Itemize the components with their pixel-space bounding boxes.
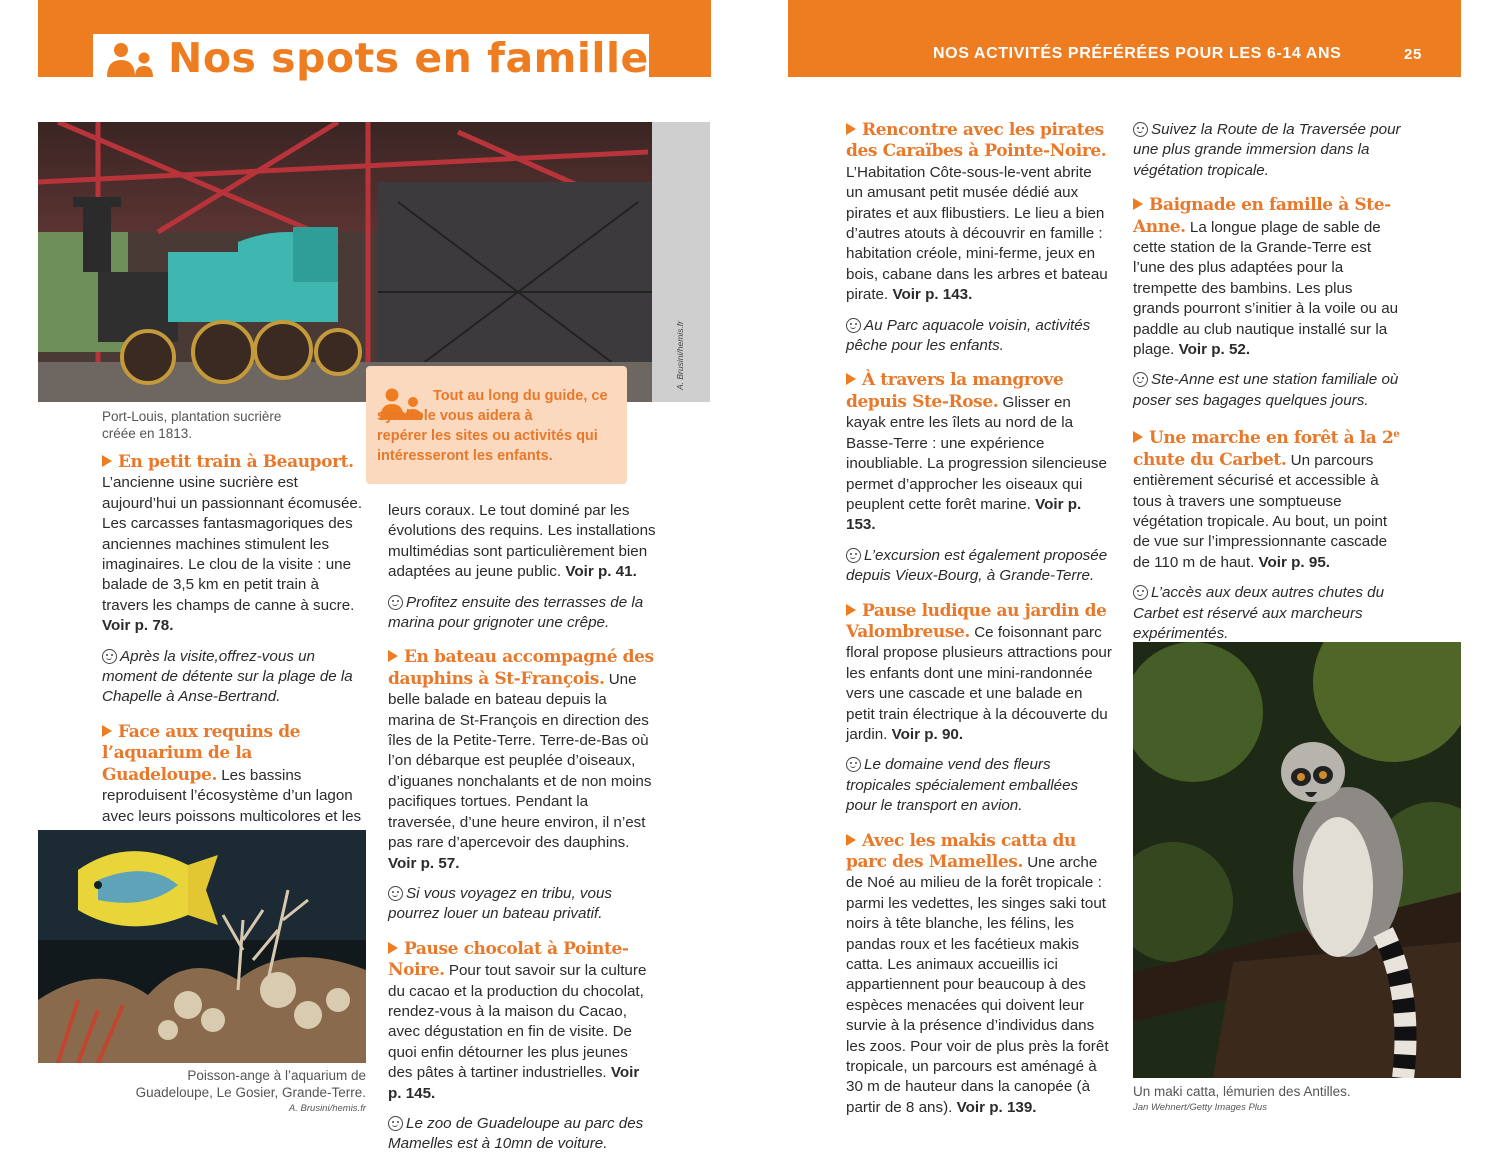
arrow-icon bbox=[846, 834, 856, 846]
entry-valombreuse: Pause ludique au jardin de Valombreuse. Ce foisonnant parc floral propose plusieurs attractions pour les enfants dont une mini-randonnée vers une cascade et une balade en petit train électrique à la découverte du jardin. Voir p. 90. bbox=[846, 600, 1112, 743]
symbol-callout bbox=[366, 366, 627, 484]
arrow-icon bbox=[102, 455, 112, 467]
child-face-icon bbox=[388, 886, 403, 901]
photo1-caption: Port-Louis, plantation sucrière créée en 1813. bbox=[102, 409, 282, 441]
arrow-icon bbox=[1133, 198, 1143, 210]
arrow-icon bbox=[1133, 431, 1143, 443]
family-icon bbox=[107, 42, 157, 78]
photo2-caption: Poisson-ange à l’aquarium de Guadeloupe, Le Gosier, Grande-Terre. bbox=[135, 1068, 366, 1100]
photo3-caption: Un maki catta, lémurien des Antilles. bbox=[1133, 1084, 1351, 1099]
photo1-credit: A. Brusini/hemis.fr bbox=[675, 321, 685, 390]
tip-aquarium: Profitez ensuite des terrasses de la marina pour grignoter une crêpe. bbox=[388, 593, 644, 632]
child-face-icon bbox=[846, 318, 861, 333]
arrow-icon bbox=[388, 650, 398, 662]
entry-mangrove: À travers la mangrove depuis Ste-Rose. Glisser en kayak entre les îlets au nord de la Basse-Terre : une expérience inoubliable. La progression silencieuse permet d’approcher les oiseaux qui peuplent cette forêt marine. Voir p. 153. bbox=[846, 370, 1107, 534]
entry-pirates: Rencontre avec les pirates des Caraïbes à Pointe-Noire. L’Habitation Côte-sous-le-vent abrite un amusant petit musée dédié aux pirates et aux flibustiers. Le lieu a bien d’autres atouts à découvrir en famille : habitation créole, mini-ferme, jeux en bois, cabane dans les arbres et bateau pirate. Voir p. 143. bbox=[846, 120, 1108, 304]
tip-valombreuse: Le domaine vend des fleurs tropicales spécialement emballées pour le transport en avion. bbox=[846, 756, 1079, 815]
arrow-icon bbox=[388, 942, 398, 954]
tip-chocolat: Le zoo de Guadeloupe au parc des Mamelles est à 10mn de voiture. bbox=[388, 1114, 644, 1153]
child-face-icon bbox=[388, 1116, 403, 1131]
tip-traversee: Suivez la Route de la Traversée pour une plus grande immersion dans la végétation tropicale. bbox=[1133, 121, 1401, 179]
page-number: 25 bbox=[1404, 46, 1422, 63]
tip-carbet: L’accès aux deux autres chutes du Carbet est réservé aux marcheurs expérimentés. bbox=[1133, 584, 1385, 642]
entry-mamelles: Avec les makis catta du parc des Mamelles. Une arche de Noé au milieu de la forêt tropicale : parmi les vedettes, les singes saki tout noirs à tête blanche, les félins, les pandas roux et les facétieux makis catta. Les animaux accueillis ici appartiennent pour beaucoup à des espèces menacées qui doivent leur survie à la présence d’individus dans les zoos. Pour voir de plus près la forêt tropicale, un parcours est aménagé à 30 m de hauteur dans la canopée (à partir de 8 ans). Voir p. 139. bbox=[846, 830, 1109, 1116]
column-2 bbox=[388, 501, 656, 1169]
tip-ste-anne: Ste-Anne est une station familiale où poser ses bagages quelques jours. bbox=[1133, 371, 1399, 409]
child-face-icon bbox=[1133, 122, 1148, 137]
photo3-credit: Jan Wehnert/Getty Images Plus bbox=[1133, 1102, 1267, 1113]
column-3 bbox=[846, 120, 1112, 1128]
entry-dauphins: En bateau accompagné des dauphins à St-François. Une belle balade en bateau depuis la marina de St-François en direction des îles de la Petite-Terre. Terre-de-Bas où l’on débarque est peuplée d’oiseaux, d’iguanes nonchalants et de non moins pacifiques tortues. Pendant la traversée, d’une heure environ, il n’est pas rare d’apercevoir des dauphins. Voir p. 57. bbox=[388, 647, 654, 872]
child-face-icon bbox=[846, 548, 861, 563]
arrow-icon bbox=[102, 725, 112, 737]
tip-mangrove: L’excursion est également proposée depuis Vieux-Bourg, à Grande-Terre. bbox=[846, 546, 1108, 585]
entry-carbet: Une marche en forêt à la 2e chute du Carbet. Un parcours entièrement sécurisé et accessible à tous à travers une somptueuse végétation tropicale. Au bout, un point de vue sur l’impressionnante cascade de 110 m de haut. Voir p. 95. bbox=[1133, 428, 1400, 571]
child-face-icon bbox=[1133, 372, 1148, 387]
arrow-icon bbox=[846, 373, 856, 385]
entry-aquarium-continued: leurs coraux. Le tout dominé par les évolutions des requins. Les installations multimédias sont particulièrement bien adaptées au jeune public. Voir p. 41. bbox=[388, 502, 656, 581]
arrow-icon bbox=[846, 604, 856, 616]
column-4 bbox=[1133, 120, 1403, 658]
tip-beauport: Après la visite,offrez-vous un moment de détente sur la plage de la Chapelle à Anse-Bertrand. bbox=[102, 647, 353, 706]
photo-lemur bbox=[1133, 642, 1461, 1078]
photo-locomotive bbox=[38, 122, 710, 402]
child-face-icon bbox=[846, 757, 861, 772]
tip-pirates: Au Parc aquacole voisin, activités pêche pour les enfants. bbox=[846, 316, 1091, 355]
right-header-band bbox=[788, 0, 1461, 77]
entry-beauport: En petit train à Beauport. L’ancienne usine sucrière est aujourd’hui un passionnant écomusée. Les carcasses fantasmagoriques des anciennes machines stimulent les imaginaires. Le clou de la visite : une balade de 3,5 km en petit train à travers les champs de canne à sucre. Voir p. 78. bbox=[102, 452, 363, 635]
photo2-credit: A. Brusini/hemis.fr bbox=[288, 1103, 366, 1114]
column-1 bbox=[102, 452, 364, 857]
arrow-icon bbox=[846, 123, 856, 135]
photo-angelfish bbox=[38, 830, 366, 1063]
page-title: Nos spots en famille bbox=[168, 34, 649, 82]
tip-dauphins: Si vous voyagez en tribu, vous pourrez louer un bateau privatif. bbox=[388, 884, 612, 923]
section-header: NOS ACTIVITÉS PRÉFÉRÉES POUR LES 6-14 ANS bbox=[933, 45, 1342, 62]
child-face-icon bbox=[102, 649, 117, 664]
entry-ste-anne: Baignade en famille à Ste-Anne. La longue plage de sable de cette station de la Grande-Terre est l’une des plus adaptées pour la trempette des bambins. Les plus grands pourront s’initier à la voile ou au paddle au club nautique installé sur la plage. Voir p. 52. bbox=[1133, 195, 1399, 359]
entry-aquarium: Face aux requins de l’aquarium de la Guadeloupe. Les bassins reproduisent l’écosystème d’un lagon avec leurs poissons multicolores et les bbox=[102, 721, 362, 825]
child-face-icon bbox=[1133, 585, 1148, 600]
callout-text: Tout au long du guide, ce symbole vous aidera à repérer les sites ou activités qui intéresseront les enfants. bbox=[377, 388, 608, 464]
entry-chocolat: Pause chocolat à Pointe-Noire. Pour tout savoir sur la culture du cacao et la production du chocolat, rendez-vous à la maison du Cacao, avec dégustation en fin de visite. De quoi enfin détourner les plus jeunes des pâtes à tartiner industrielles. Voir p. 145. bbox=[388, 938, 647, 1102]
child-face-icon bbox=[388, 595, 403, 610]
